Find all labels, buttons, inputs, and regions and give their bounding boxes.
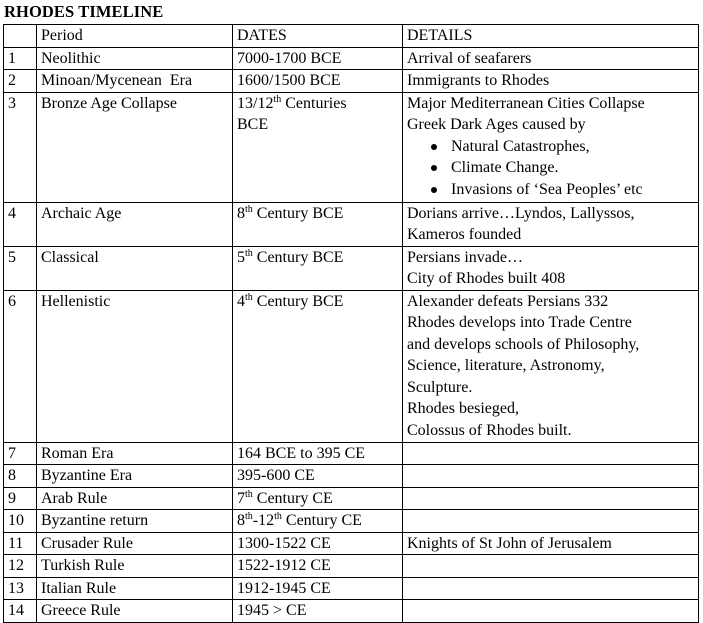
row-details: Immigrants to Rhodes bbox=[403, 70, 699, 93]
row-period: Archaic Age bbox=[37, 202, 233, 246]
details-line: Dorians arrive…Lyndos, Lallyssos, bbox=[407, 204, 635, 222]
row-number: 12 bbox=[4, 555, 37, 578]
row-details bbox=[403, 442, 699, 465]
details-line: Persians invade… bbox=[407, 248, 523, 266]
details-line: Greek Dark Ages caused by bbox=[407, 116, 586, 133]
row-period: Hellenistic bbox=[37, 290, 233, 442]
bullet-item: Natural Catastrophes, bbox=[451, 136, 694, 158]
dates-text: 5 bbox=[237, 248, 245, 266]
row-dates bbox=[233, 92, 403, 202]
row-number: 1 bbox=[4, 47, 37, 70]
row-period: Italian Rule bbox=[37, 577, 233, 600]
table-row bbox=[4, 47, 699, 70]
row-number: 11 bbox=[4, 532, 37, 555]
table-row bbox=[4, 202, 699, 246]
row-number: 10 bbox=[4, 510, 37, 533]
ordinal-suffix: th bbox=[245, 247, 253, 259]
table-row bbox=[4, 510, 699, 533]
ordinal-suffix: th bbox=[245, 291, 253, 303]
table-row bbox=[4, 442, 699, 465]
table-row bbox=[4, 92, 699, 202]
row-number: 2 bbox=[4, 70, 37, 93]
row-number: 6 bbox=[4, 290, 37, 442]
dates-text: Century CE bbox=[281, 512, 362, 529]
header-details: DETAILS bbox=[403, 25, 699, 48]
table-row bbox=[4, 577, 699, 600]
ordinal-suffix: th bbox=[273, 93, 282, 105]
table-row bbox=[4, 70, 699, 93]
table-row bbox=[4, 465, 699, 488]
row-details bbox=[403, 202, 699, 246]
row-period: Byzantine Era bbox=[37, 465, 233, 488]
details-line: Rhodes develops into Trade Centre bbox=[407, 314, 632, 331]
row-number: 7 bbox=[4, 442, 37, 465]
bullet-item: Climate Change. bbox=[451, 157, 694, 179]
row-details bbox=[403, 246, 699, 290]
ordinal-suffix: th bbox=[245, 511, 253, 522]
row-number: 8 bbox=[4, 465, 37, 488]
row-details: Knights of St John of Jerusalem bbox=[403, 532, 699, 555]
row-period: Byzantine return bbox=[37, 510, 233, 533]
dates-text: 8 bbox=[237, 204, 245, 222]
row-number: 4 bbox=[4, 202, 37, 246]
row-period: Crusader Rule bbox=[37, 532, 233, 555]
row-details bbox=[403, 92, 699, 202]
row-period: Neolithic bbox=[37, 47, 233, 70]
details-line: Alexander defeats Persians 332 bbox=[407, 292, 609, 310]
dates-text: Century BCE bbox=[252, 292, 344, 310]
dates-text: BCE bbox=[237, 116, 269, 133]
ordinal-suffix: th bbox=[245, 488, 253, 500]
dates-text: 13/12 bbox=[237, 94, 274, 112]
header-number bbox=[4, 25, 37, 48]
row-dates: 164 BCE to 395 CE bbox=[233, 442, 403, 465]
row-period: Turkish Rule bbox=[37, 555, 233, 578]
row-period: Classical bbox=[37, 246, 233, 290]
row-dates: 1912-1945 CE bbox=[233, 577, 403, 600]
row-details bbox=[403, 290, 699, 442]
row-period: Roman Era bbox=[37, 442, 233, 465]
table-row bbox=[4, 246, 699, 290]
dates-text: 8 bbox=[237, 512, 245, 529]
bullet-item: Invasions of ‘Sea Peoples’ etc bbox=[451, 179, 694, 201]
details-line: Rhodes besieged, bbox=[407, 400, 519, 417]
details-line: Major Mediterranean Cities Collapse bbox=[407, 94, 645, 112]
details-line: Kameros founded bbox=[407, 226, 522, 243]
row-number: 3 bbox=[4, 92, 37, 202]
bullet-list bbox=[407, 136, 694, 201]
row-number: 14 bbox=[4, 600, 37, 623]
row-dates bbox=[233, 290, 403, 442]
row-number: 13 bbox=[4, 577, 37, 600]
row-dates bbox=[233, 487, 403, 510]
table-row bbox=[4, 290, 699, 442]
details-line: City of Rhodes built 408 bbox=[407, 270, 566, 287]
details-line: Sculpture. bbox=[407, 378, 473, 396]
table-row bbox=[4, 555, 699, 578]
page-title: RHODES TIMELINE bbox=[4, 2, 164, 21]
dates-text: Century BCE bbox=[252, 248, 344, 266]
row-details bbox=[403, 487, 699, 510]
row-number: 9 bbox=[4, 487, 37, 510]
row-dates: 1945 > CE bbox=[233, 600, 403, 623]
row-details bbox=[403, 465, 699, 488]
row-details bbox=[403, 510, 699, 533]
table-row bbox=[4, 532, 699, 555]
header-period: Period bbox=[37, 25, 233, 48]
row-period: Minoan/Mycenean Era bbox=[37, 70, 233, 93]
row-period: Arab Rule bbox=[37, 487, 233, 510]
row-dates bbox=[233, 510, 403, 533]
ordinal-suffix: th bbox=[274, 511, 282, 522]
row-dates bbox=[233, 202, 403, 246]
dates-text: 4 bbox=[237, 292, 245, 310]
dates-text: Century BCE bbox=[252, 204, 344, 222]
row-dates bbox=[233, 246, 403, 290]
row-dates: 395-600 CE bbox=[233, 465, 403, 488]
dates-text: -12 bbox=[252, 512, 275, 529]
row-dates: 1522-1912 CE bbox=[233, 555, 403, 578]
ordinal-suffix: th bbox=[245, 203, 253, 215]
dates-text: Century CE bbox=[252, 489, 333, 507]
details-line: and develops schools of Philosophy, bbox=[407, 335, 640, 353]
row-period: Bronze Age Collapse bbox=[37, 92, 233, 202]
row-period: Greece Rule bbox=[37, 600, 233, 623]
row-dates: 1300-1522 CE bbox=[233, 532, 403, 555]
table-row bbox=[4, 487, 699, 510]
row-details bbox=[403, 577, 699, 600]
row-details: Arrival of seafarers bbox=[403, 47, 699, 70]
details-line: Science, literature, Astronomy, bbox=[407, 357, 605, 374]
dates-text: 7 bbox=[237, 489, 245, 507]
row-number: 5 bbox=[4, 246, 37, 290]
row-details bbox=[403, 600, 699, 623]
header-dates: DATES bbox=[233, 25, 403, 48]
row-dates: 1600/1500 BCE bbox=[233, 70, 403, 93]
table-header-row bbox=[4, 25, 699, 48]
details-line: Colossus of Rhodes built. bbox=[407, 421, 572, 439]
table-row bbox=[4, 600, 699, 623]
timeline-table bbox=[3, 24, 699, 623]
dates-text: Centuries bbox=[281, 94, 347, 112]
row-details bbox=[403, 555, 699, 578]
row-dates: 7000-1700 BCE bbox=[233, 47, 403, 70]
